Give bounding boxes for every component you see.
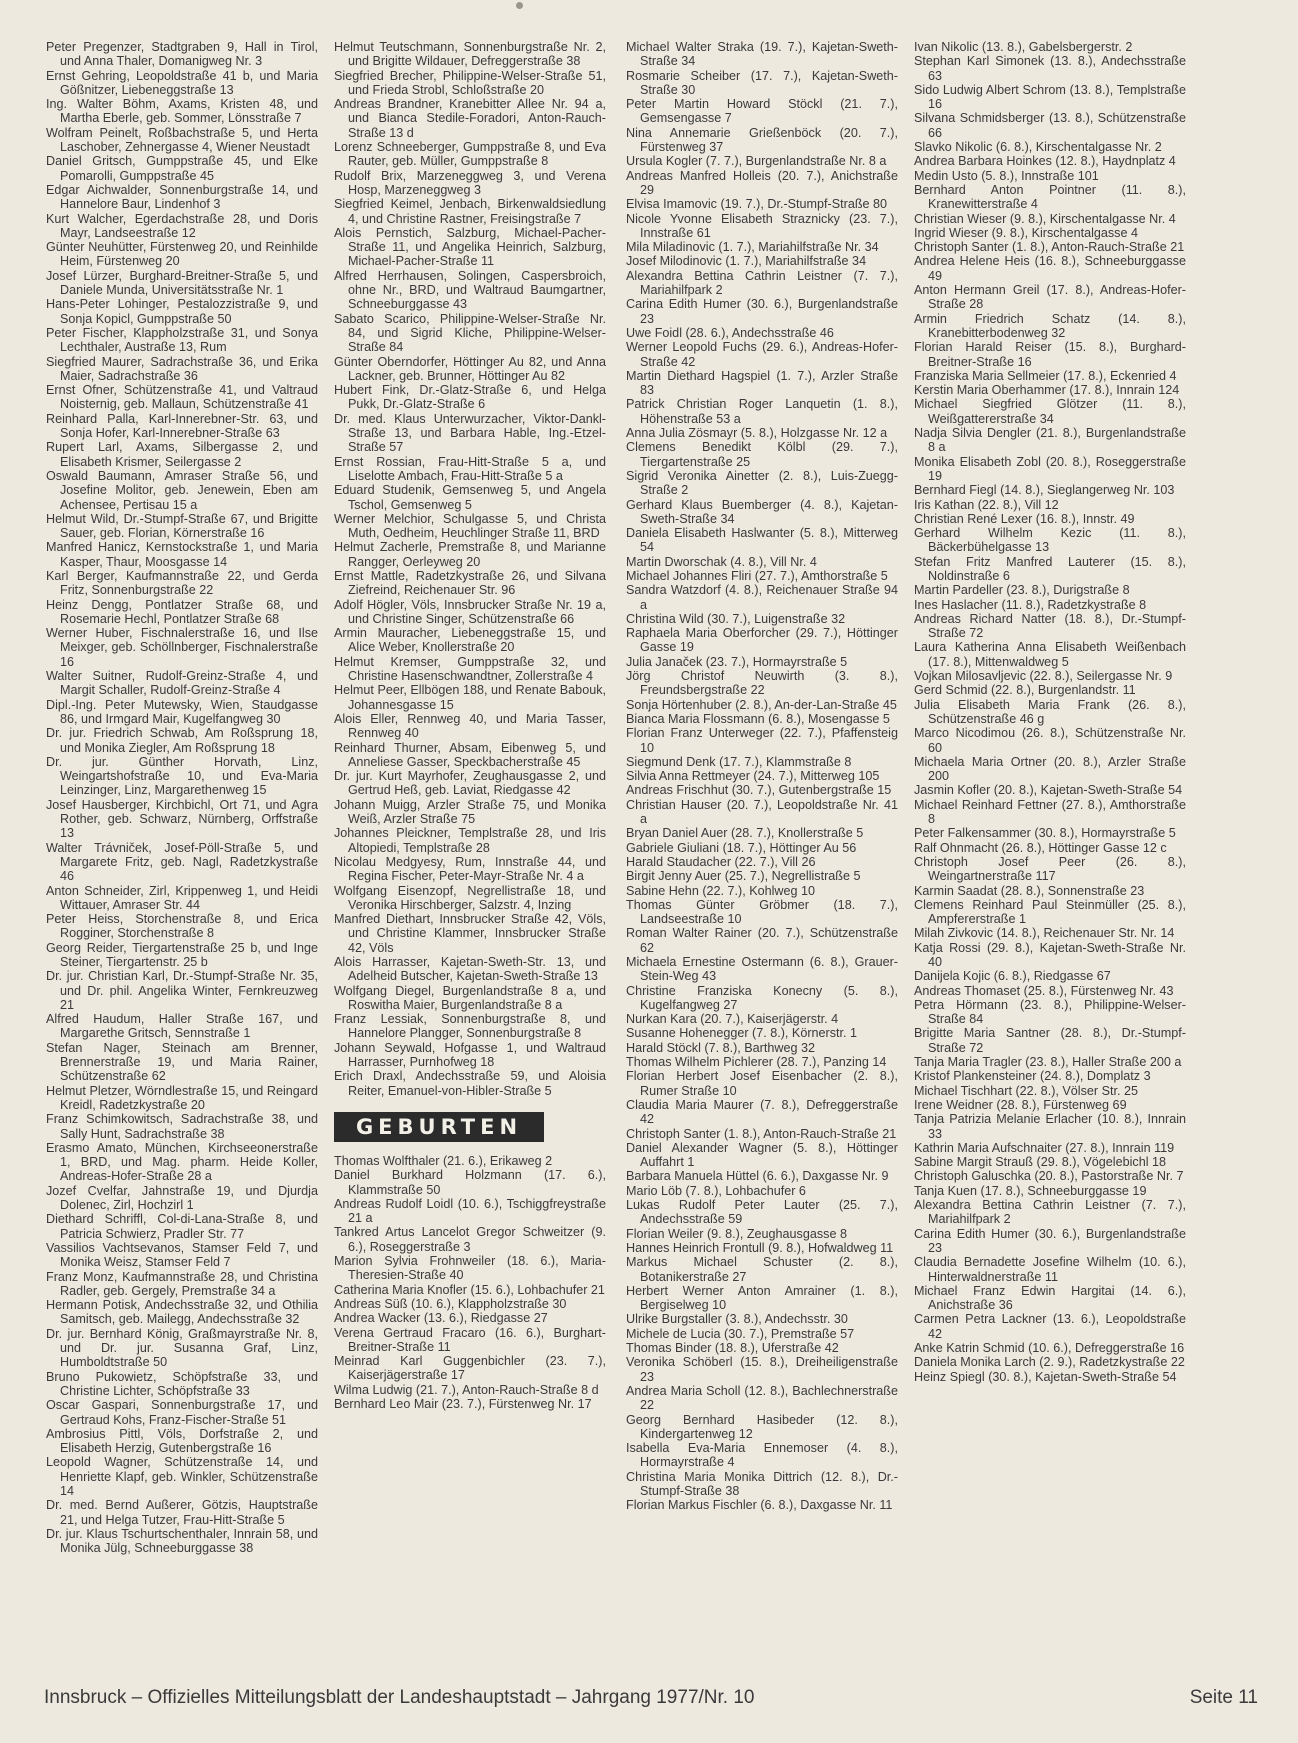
list-item: Thomas Binder (18. 8.), Uferstraße 42 xyxy=(626,1341,839,1356)
list-item: Helmut Peer, Ellbögen 188, und Renate Babouk, Johannesgasse 15 xyxy=(334,683,606,712)
list-item: Thomas Wolfthaler (21. 6.), Erikaweg 2 xyxy=(334,1153,553,1168)
list-item: Josef Hausberger, Kirchbichl, Ort 71, und Agra Rother, geb. Schwarz, Nürnberg, Orffstraße 13 xyxy=(46,797,318,841)
list-item: Tanja Patrizia Melanie Erlacher (10. 8.), Innrain 33 xyxy=(914,1112,1186,1141)
list-item: Alois Eller, Rennweg 40, und Maria Tasser, Rennweg 40 xyxy=(334,711,606,741)
list-item: Reinhard Palla, Karl-Innerebner-Str. 63, und Sonja Hofer, Karl-Innerebner-Straße 63 xyxy=(46,411,318,441)
list-item: Harald Stöckl (7. 8.), Barthweg 32 xyxy=(626,1040,815,1055)
list-item: Nadja Silvia Dengler (21. 8.), Burgenlandstraße 8 a xyxy=(914,426,1186,455)
list-item: Sido Ludwig Albert Schrom (13. 8.), Templstraße 16 xyxy=(914,82,1186,112)
list-item: Dr. jur. Kurt Mayrhofer, Zeughausgasse 2, und Gertrud Heß, geb. Laviat, Riedgasse 42 xyxy=(334,769,606,798)
list-item: Adolf Högler, Völs, Innsbrucker Straße Nr. 19 a, und Christine Singer, Schützenstraße 66 xyxy=(334,597,606,626)
list-item: Hubert Fink, Dr.-Glatz-Straße 6, und Helga Pukk, Dr.-Glatz-Straße 6 xyxy=(334,383,606,412)
list-item: Medin Usto (5. 8.), Innstraße 101 xyxy=(914,168,1099,183)
list-item: Leopold Wagner, Schützenstraße 14, und Henriette Klapf, geb. Winkler, Schützenstraße 14 xyxy=(46,1455,318,1498)
list-item: Christian Wieser (9. 8.), Kirschentalgasse Nr. 4 xyxy=(914,211,1176,226)
list-item: Heinz Spiegl (30. 8.), Kajetan-Sweth-Straße 54 xyxy=(914,1369,1177,1384)
list-item: Siegmund Denk (17. 7.), Klammstraße 8 xyxy=(626,754,852,769)
list-item: Franz Monz, Kaufmannstraße 28, und Christina Radler, geb. Gergely, Premstraße 34 a xyxy=(46,1269,318,1298)
list-item: Christoph Galuschka (20. 8.), Pastorstraße Nr. 7 xyxy=(914,1169,1184,1184)
list-item: Christian Hauser (20. 7.), Leopoldstraße Nr. 41 a xyxy=(626,797,898,827)
list-item: Andrea Helene Heis (16. 8.), Schneeburggasse 49 xyxy=(914,254,1186,283)
list-item: Andrea Wacker (13. 6.), Riedgasse 27 xyxy=(334,1311,548,1326)
list-item: Dr. jur. Friedrich Schwab, Am Roßsprung 18, und Monika Ziegler, Am Roßsprung 18 xyxy=(46,726,318,755)
list-item: Franziska Maria Sellmeier (17. 8.), Eckenried 4 xyxy=(914,368,1177,383)
list-item: Sandra Watzdorf (4. 8.), Reichenauer Straße 94 a xyxy=(626,583,898,612)
list-item: Clemens Reinhard Paul Steinmüller (25. 8.), Ampfererstraße 1 xyxy=(914,897,1186,927)
list-item: Gerd Schmid (22. 8.), Burgenlandstr. 11 xyxy=(914,683,1136,698)
list-item: Alexandra Bettina Cathrin Leistner (7. 7.), Mariahilfpark 2 xyxy=(626,268,898,298)
list-item: Nicole Yvonne Elisabeth Straznicky (23. 7.), Innstraße 61 xyxy=(626,211,898,240)
list-item: Marco Nicodimou (26. 8.), Schützenstraße Nr. 60 xyxy=(914,726,1186,755)
list-item: Anke Katrin Schmid (10. 6.), Defreggerstraße 16 xyxy=(914,1341,1185,1356)
list-item: Andreas Rudolf Loidl (10. 6.), Tschiggfreystraße 21 a xyxy=(334,1196,606,1226)
list-item: Gerhard Klaus Buemberger (4. 8.), Kajetan-Sweth-Straße 34 xyxy=(626,497,898,526)
list-item: Dr. jur. Christian Karl, Dr.-Stumpf-Straße Nr. 35, und Dr. phil. Angelika Winter, Fernkreuzweg 21 xyxy=(46,969,318,1012)
list-item: Mila Miladinovic (1. 7.), Mariahilfstraße Nr. 34 xyxy=(626,240,879,255)
list-item: Bernhard Anton Pointner (11. 8.), Kranewitterstraße 4 xyxy=(914,182,1186,212)
list-item: Kristof Plankensteiner (24. 8.), Domplatz 3 xyxy=(914,1069,1151,1084)
list-item: Josef Milodinovic (1. 7.), Mariahilfstraße 34 xyxy=(626,254,867,269)
list-item: Siegfried Brecher, Philippine-Welser-Straße 51, und Frieda Strobl, Schloßstraße 20 xyxy=(334,68,606,97)
list-item: Walter Trávniček, Josef-Pöll-Straße 5, und Margarete Fritz, geb. Nagl, Radetzkystraße 46 xyxy=(46,840,318,884)
list-item: Christina Maria Monika Dittrich (12. 8.), Dr.-Stumpf-Straße 38 xyxy=(626,1469,898,1498)
list-item: Michael Siegfried Glötzer (11. 8.), Weißgattererstraße 34 xyxy=(914,397,1186,426)
list-item: Stefan Fritz Manfred Lauterer (15. 8.), Noldinstraße 6 xyxy=(914,554,1186,583)
list-item: Andrea Maria Scholl (12. 8.), Bachlechnerstraße 22 xyxy=(626,1383,898,1413)
list-item: Thomas Günter Gröbmer (18. 7.), Landseestraße 10 xyxy=(626,897,898,927)
list-item: Lorenz Schneeberger, Gumppstraße 8, und Eva Rauter, geb. Müller, Gumppstraße 8 xyxy=(334,140,606,169)
list-item: Nurkan Kara (20. 7.), Kaiserjägerstr. 4 xyxy=(626,1012,839,1027)
list-item: Iris Kathan (22. 8.), Vill 12 xyxy=(914,497,1059,512)
list-item: Ingrid Wieser (9. 8.), Kirschentalgasse 4 xyxy=(914,225,1138,240)
list-item: Rupert Larl, Axams, Silbergasse 2, und Elisabeth Krismer, Seilergasse 2 xyxy=(46,440,318,469)
list-item: Raphaela Maria Oberforcher (29. 7.), Höttinger Gasse 19 xyxy=(626,626,898,655)
list-item: Birgit Jenny Auer (25. 7.), Negrellistraße 5 xyxy=(626,869,861,884)
list-item: Ralf Ohnmacht (26. 8.), Höttinger Gasse 12 c xyxy=(914,840,1167,855)
list-item: Erich Draxl, Andechsstraße 59, und Aloisia Reiter, Emanuel-von-Hibler-Straße 5 xyxy=(334,1069,606,1098)
list-item: Anton Schneider, Zirl, Krippenweg 1, und Heidi Wittauer, Amraser Str. 44 xyxy=(46,883,318,912)
list-item: Ulrike Burgstaller (3. 8.), Andechsstr. 30 xyxy=(626,1312,848,1327)
list-item: Johannes Pleickner, Templstraße 28, und Iris Altopiedi, Templstraße 28 xyxy=(334,826,606,855)
list-item: Sabine Margit Strauß (29. 8.), Vögelebichl 18 xyxy=(914,1155,1167,1170)
list-item: Peter Falkensammer (30. 8.), Hormayrstraße 5 xyxy=(914,826,1176,841)
list-item: Werner Leopold Fuchs (29. 6.), Andreas-Hofer-Straße 42 xyxy=(626,340,898,369)
list-item: Andreas Brandner, Kranebitter Allee Nr. 94 a, und Bianca Stedile-Foradori, Anton-Rauch-Straße 13 d xyxy=(334,97,606,140)
list-item: Alfred Haudum, Haller Straße 167, und Margarethe Gritsch, Sennstraße 1 xyxy=(46,1012,318,1041)
list-item: Josef Lürzer, Burghard-Breitner-Straße 5, und Daniele Munda, Universitätsstraße Nr. 1 xyxy=(46,268,318,298)
list-item: Reinhard Thurner, Absam, Eibenweg 5, und Anneliese Gasser, Speckbacherstraße 45 xyxy=(334,740,606,769)
list-item: Helmut Kremser, Gumppstraße 32, und Christine Hasenschwandtner, Zollerstraße 4 xyxy=(334,654,606,684)
list-item: Tankred Artus Lancelot Gregor Schweitzer (9. 6.), Roseggerstraße 3 xyxy=(334,1225,606,1254)
list-item: Dr. jur. Günther Horvath, Linz, Weingartshofstraße 10, und Eva-Maria Leinzinger, Linz, Margarethenweg 15 xyxy=(46,754,318,798)
list-item: Christoph Josef Peer (26. 8.), Weingartnerstraße 117 xyxy=(914,854,1186,884)
list-item: Lukas Rudolf Peter Lauter (25. 7.), Andechsstraße 59 xyxy=(626,1198,898,1227)
list-item: Julia Janaček (23. 7.), Hormayrstraße 5 xyxy=(626,654,848,669)
list-item: Ines Haslacher (11. 8.), Radetzkystraße 8 xyxy=(914,597,1147,612)
list-item: Tanja Maria Tragler (23. 8.), Haller Straße 200 a xyxy=(914,1055,1182,1070)
list-item: Heinz Dengg, Pontlatzer Straße 68, und Rosemarie Hechl, Pontlatzer Straße 68 xyxy=(46,597,318,626)
section-heading-births: GEBURTEN xyxy=(334,1112,544,1142)
list-item: Alois Harrasser, Kajetan-Sweth-Str. 13, und Adelheid Butscher, Kajetan-Sweth-Straße 13 xyxy=(334,955,606,984)
list-item: Martin Pardeller (23. 8.), Durigstraße 8 xyxy=(914,583,1130,598)
list-item: Veronika Schöberl (15. 8.), Dreiheiligenstraße 23 xyxy=(626,1355,898,1384)
list-item: Ernst Gehring, Leopoldstraße 41 b, und Maria Gößnitzer, Liebeneggstraße 13 xyxy=(46,68,318,97)
list-item: Christina Wild (30. 7.), Luigenstraße 32 xyxy=(626,611,846,626)
list-item: Oswald Baumann, Amraser Straße 56, und Josefine Molitor, geb. Jenewein, Eben am Achensee, Pertisau 15 a xyxy=(46,468,318,512)
list-item: Verena Gertraud Fracaro (16. 6.), Burghart-Breitner-Straße 11 xyxy=(334,1325,606,1354)
list-item: Herbert Werner Anton Amrainer (1. 8.), Bergiselweg 10 xyxy=(626,1283,898,1313)
list-item: Armin Mauracher, Liebeneggstraße 15, und Alice Weber, Knollerstraße 20 xyxy=(334,626,606,655)
list-item: Franz Schimkowitsch, Sadrachstraße 38, und Sally Hunt, Sadrachstraße 38 xyxy=(46,1112,318,1141)
list-item: Claudia Bernadette Josefine Wilhelm (10. 6.), Hinterwaldnerstraße 11 xyxy=(914,1255,1186,1284)
list-item: Sabine Hehn (22. 7.), Kohlweg 10 xyxy=(626,883,816,898)
list-item: Günter Oberndorfer, Höttinger Au 82, und Anna Lackner, geb. Brunner, Höttinger Au 82 xyxy=(334,354,606,383)
list-item: Florian Harald Reiser (15. 8.), Burghard-Breitner-Straße 16 xyxy=(914,340,1186,369)
list-item: Harald Staudacher (22. 7.), Vill 26 xyxy=(626,854,816,869)
list-item: Daniel Burkhard Holzmann (17. 6.), Klammstraße 50 xyxy=(334,1168,606,1197)
list-item: Danijela Kojic (6. 8.), Riedgasse 67 xyxy=(914,969,1111,984)
list-item: Michael Reinhard Fettner (27. 8.), Amthorstraße 8 xyxy=(914,797,1186,827)
list-item: Alois Pernstich, Salzburg, Michael-Pacher-Straße 11, und Angelika Heinrich, Salzburg, Michael-Pacher-Straße 11 xyxy=(334,225,606,269)
list-item: Ing. Walter Böhm, Axams, Kristen 48, und Martha Eberle, geb. Sommer, Lönsstraße 7 xyxy=(46,97,318,126)
list-item: Edgar Aichwalder, Sonnenburgstraße 14, und Hannelore Baur, Lindenhof 3 xyxy=(46,182,318,212)
list-item: Irene Weidner (28. 8.), Fürstenweg 69 xyxy=(914,1097,1127,1112)
list-item: Susanne Hohenegger (7. 8.), Körnerstr. 1 xyxy=(626,1026,858,1041)
list-item: Gerhard Wilhelm Kezic (11. 8.), Bäckerbühelgasse 13 xyxy=(914,526,1186,555)
list-item: Georg Reider, Tiergartenstraße 25 b, und Inge Steiner, Tiergartenstr. 25 b xyxy=(46,940,318,969)
list-item: Florian Markus Fischler (6. 8.), Daxgasse Nr. 11 xyxy=(626,1498,893,1513)
list-item: Clemens Benedikt Kölbl (29. 7.), Tiergartenstraße 25 xyxy=(626,440,898,469)
list-item: Laura Katherina Anna Elisabeth Weißenbach (17. 8.), Mittenwaldweg 5 xyxy=(914,640,1186,669)
list-item: Ernst Ofner, Schützenstraße 41, und Valtraud Noisternig, geb. Mallaun, Schützenstraße 41 xyxy=(46,383,318,412)
list-item: Ambrosius Pittl, Völs, Dorfstraße 2, und Elisabeth Herzig, Gutenbergstraße 16 xyxy=(46,1426,318,1456)
list-item: Elvisa Imamovic (19. 7.), Dr.-Stumpf-Straße 80 xyxy=(626,197,888,212)
list-item: Meinrad Karl Guggenbichler (23. 7.), Kaiserjägerstraße 17 xyxy=(334,1354,606,1383)
footer-page-number: Seite 11 xyxy=(1189,1687,1258,1708)
column-3-births xyxy=(626,40,898,1513)
column-2-marriages xyxy=(334,40,606,1098)
list-item: Michaela Ernestine Ostermann (6. 8.), Grauer-Stein-Weg 43 xyxy=(626,955,898,984)
list-item: Thomas Wilhelm Pichlerer (28. 7.), Panzing 14 xyxy=(626,1055,887,1070)
list-item: Stephan Karl Simonek (13. 8.), Andechsstraße 63 xyxy=(914,54,1186,83)
list-item: Helmut Teutschmann, Sonnenburgstraße Nr. 2, und Brigitte Wildauer, Defreggerstraße 38 xyxy=(334,40,606,69)
list-item: Bruno Pukowietz, Schöpfstraße 33, und Christine Lichter, Schöpfstraße 33 xyxy=(46,1369,318,1398)
list-item: Michaela Maria Ortner (20. 8.), Arzler Straße 200 xyxy=(914,754,1186,784)
list-item: Silvana Schmidsberger (13. 8.), Schützenstraße 66 xyxy=(914,111,1186,140)
list-item: Uwe Foidl (28. 6.), Andechsstraße 46 xyxy=(626,325,834,340)
list-item: Martin Diethard Hagspiel (1. 7.), Arzler Straße 83 xyxy=(626,368,898,398)
list-item: Monika Elisabeth Zobl (20. 8.), Roseggerstraße 19 xyxy=(914,454,1186,483)
list-item: Barbara Manuela Hüttel (6. 6.), Daxgasse Nr. 9 xyxy=(626,1169,889,1184)
list-item: Catherina Maria Knofler (15. 6.), Lohbachufer 21 xyxy=(334,1282,605,1297)
list-item: Christine Franziska Konecny (5. 8.), Kugelfangweg 27 xyxy=(626,983,898,1012)
list-item: Sabato Scarico, Philippine-Welser-Straße Nr. 84, und Sigrid Kliche, Philippine-Welser-Straße 84 xyxy=(334,311,606,355)
list-item: Brigitte Maria Santner (28. 8.), Dr.-Stumpf-Straße 72 xyxy=(914,1026,1186,1055)
list-item: Hermann Potisk, Andechsstraße 32, und Othilia Samitsch, geb. Mailegg, Andechsstraße 32 xyxy=(46,1298,318,1327)
list-item: Markus Michael Schuster (2. 8.), Botanikerstraße 27 xyxy=(626,1255,898,1284)
list-item: Manfred Diethart, Innsbrucker Straße 42, Völs, und Christine Klammer, Innsbrucker Straße 42, Völs xyxy=(334,912,606,955)
list-item: Marion Sylvia Frohnweiler (18. 6.), Maria-Theresien-Straße 40 xyxy=(334,1254,606,1283)
list-item: Sonja Hörtenhuber (2. 8.), An-der-Lan-Straße 45 xyxy=(626,697,897,712)
list-item: Helmut Pletzer, Wörndlestraße 15, und Reingard Kreidl, Radetzkystraße 20 xyxy=(46,1083,318,1112)
column-1-marriages xyxy=(46,40,318,1555)
list-item: Vassilios Vachtsevanos, Stamser Feld 7, und Monika Weisz, Stamser Feld 7 xyxy=(46,1240,318,1270)
list-item: Wilma Ludwig (21. 7.), Anton-Rauch-Straße 8 d xyxy=(334,1382,599,1397)
list-item: Christoph Santer (1. 8.), Anton-Rauch-Straße 21 xyxy=(914,240,1185,255)
list-item: Wolfgang Eisenzopf, Negrellistraße 18, und Veronika Hirschberger, Salzstr. 4, Inzing xyxy=(334,883,606,912)
list-item: Isabella Eva-Maria Ennemoser (4. 8.), Hormayrstraße 4 xyxy=(626,1441,898,1470)
list-item: Nina Annemarie Grießenböck (20. 7.), Fürstenweg 37 xyxy=(626,125,898,155)
list-item: Florian Herbert Josef Eisenbacher (2. 8.), Rumer Straße 10 xyxy=(626,1069,898,1098)
list-item: Johann Seywald, Hofgasse 1, und Waltraud Harrasser, Purnhofweg 18 xyxy=(334,1040,606,1070)
list-item: Nicolau Medgyesy, Rum, Innstraße 44, und Regina Fischer, Peter-Mayr-Straße Nr. 4 a xyxy=(334,854,606,884)
list-item: Jörg Christof Neuwirth (3. 8.), Freundsbergstraße 22 xyxy=(626,669,898,698)
list-item: Kurt Walcher, Egerdachstraße 28, und Doris Mayr, Landseestraße 12 xyxy=(46,211,318,240)
list-item: Julia Elisabeth Maria Frank (26. 8.), Schützenstraße 46 g xyxy=(914,697,1186,726)
list-item: Martin Dworschak (4. 8.), Vill Nr. 4 xyxy=(626,554,817,569)
list-item: Daniel Alexander Wagner (5. 8.), Höttinger Auffahrt 1 xyxy=(626,1140,898,1170)
list-item: Dr. jur. Bernhard König, Graßmayrstraße Nr. 8, und Dr. jur. Susanna Graf, Linz, Humboldtstraße 50 xyxy=(46,1326,318,1370)
list-item: Peter Heiss, Storchenstraße 8, und Erica Rogginer, Storchenstraße 8 xyxy=(46,912,318,941)
list-item: Anton Hermann Greil (17. 8.), Andreas-Hofer-Straße 28 xyxy=(914,283,1186,312)
list-item: Ivan Nikolic (13. 8.), Gabelsbergerstr. 2 xyxy=(914,40,1133,54)
list-item: Patrick Christian Roger Lanquetin (1. 8.), Höhenstraße 53 a xyxy=(626,397,898,426)
list-item: Bernhard Fiegl (14. 8.), Sieglangerweg Nr. 103 xyxy=(914,483,1175,498)
list-item: Johann Muigg, Arzler Straße 75, und Monika Weiß, Arzler Straße 75 xyxy=(334,797,606,827)
list-item: Andreas Süß (10. 6.), Klappholzstraße 30 xyxy=(334,1296,567,1311)
list-item: Jozef Cvelfar, Jahnstraße 19, und Djurdja Dolenec, Zirl, Hochzirl 1 xyxy=(46,1183,318,1213)
list-item: Carina Edith Humer (30. 6.), Burgenlandstraße 23 xyxy=(914,1226,1186,1255)
list-item: Dr. med. Bernd Außerer, Götzis, Hauptstraße 21, und Helga Tutzer, Frau-Hitt-Straße 5 xyxy=(46,1498,318,1527)
list-item: Petra Hörmann (23. 8.), Philippine-Welser-Straße 84 xyxy=(914,997,1186,1027)
list-item: Carmen Petra Lackner (13. 6.), Leopoldstraße 42 xyxy=(914,1312,1186,1341)
list-item: Stefan Nager, Steinach am Brenner, Brennerstraße 19, und Maria Rainer, Schützenstraße 62 xyxy=(46,1040,318,1084)
list-item: Jasmin Kofler (20. 8.), Kajetan-Sweth-Straße 54 xyxy=(914,783,1183,798)
list-item: Michele de Lucia (30. 7.), Premstraße 57 xyxy=(626,1326,855,1341)
list-item: Bryan Daniel Auer (28. 7.), Knollerstraße 5 xyxy=(626,826,864,841)
list-item: Dr. med. Klaus Unterwurzacher, Viktor-Dankl-Straße 13, und Barbara Hable, Ing.-Etzel-Straße 57 xyxy=(334,411,606,455)
list-item: Walter Suitner, Rudolf-Greinz-Straße 4, und Margit Schaller, Rudolf-Greinz-Straße 4 xyxy=(46,669,318,698)
list-item: Andreas Manfred Holleis (20. 7.), Anichstraße 29 xyxy=(626,168,898,197)
list-item: Michael Franz Edwin Hargitai (14. 6.), Anichstraße 36 xyxy=(914,1283,1186,1313)
list-item: Silvia Anna Rettmeyer (24. 7.), Mitterweg 105 xyxy=(626,769,880,784)
list-item: Hannes Heinrich Frontull (9. 8.), Hofwaldweg 11 xyxy=(626,1240,894,1255)
list-item: Bianca Maria Flossmann (6. 8.), Mosengasse 5 xyxy=(626,711,890,726)
list-item: Gabriele Giuliani (18. 7.), Höttinger Au 56 xyxy=(626,840,857,855)
list-item: Alfred Herrhausen, Solingen, Caspersbroich, ohne Nr., BRD, und Waltraud Baumgartner, Schneeburggasse 43 xyxy=(334,268,606,312)
list-item: Wolfram Peinelt, Roßbachstraße 5, und Herta Laschober, Zehnergasse 4, Wiener Neustadt xyxy=(46,125,318,155)
list-item: Sigrid Veronika Ainetter (2. 8.), Luis-Zuegg-Straße 2 xyxy=(626,468,898,498)
list-item: Helmut Zacherle, Premstraße 8, und Marianne Rangger, Oerleyweg 20 xyxy=(334,540,606,569)
footer-publication: Innsbruck – Offizielles Mitteilungsblatt der Landeshauptstadt – Jahrgang 1977/Nr. 10 xyxy=(44,1687,755,1708)
list-item: Daniela Monika Larch (2. 9.), Radetzkystraße 22 xyxy=(914,1355,1185,1370)
list-item: Ernst Rossian, Frau-Hitt-Straße 5 a, und Liselotte Ambach, Frau-Hitt-Straße 5 a xyxy=(334,454,606,483)
list-item: Florian Franz Unterweger (22. 7.), Pfaffensteig 10 xyxy=(626,726,898,755)
list-item: Kerstin Maria Oberhammer (17. 8.), Innrain 124 xyxy=(914,383,1180,398)
list-item: Diethard Schriffl, Col-di-Lana-Straße 8, und Patricia Schwierz, Pradler Str. 77 xyxy=(46,1212,318,1241)
list-item: Daniela Elisabeth Haslwanter (5. 8.), Mitterweg 54 xyxy=(626,526,898,555)
list-item: Milah Zivkovic (14. 8.), Reichenauer Str. Nr. 14 xyxy=(914,926,1175,941)
list-item: Eduard Studenik, Gemsenweg 5, und Angela Tschol, Gemsenweg 5 xyxy=(334,483,606,512)
list-item: Kathrin Maria Aufschnaiter (27. 8.), Innrain 119 xyxy=(914,1140,1175,1155)
list-item: Peter Fischer, Klappholzstraße 31, und Sonya Lechthaler, Austraße 13, Rum xyxy=(46,325,318,355)
list-item: Anna Julia Zösmayr (5. 8.), Holzgasse Nr. 12 a xyxy=(626,426,888,441)
list-item: Michael Walter Straka (19. 7.), Kajetan-Sweth-Straße 34 xyxy=(626,40,898,69)
list-item: Andrea Barbara Hoinkes (12. 8.), Haydnplatz 4 xyxy=(914,154,1176,169)
list-item: Manfred Hanicz, Kernstockstraße 1, und Maria Kasper, Thaur, Moosgasse 14 xyxy=(46,540,318,569)
list-item: Peter Martin Howard Stöckl (21. 7.), Gemsengasse 7 xyxy=(626,97,898,126)
list-item: Tanja Kuen (17. 8.), Schneeburggasse 19 xyxy=(914,1183,1147,1198)
list-item: Helmut Wild, Dr.-Stumpf-Straße 67, und Brigitte Sauer, geb. Florian, Körnerstraße 16 xyxy=(46,511,318,541)
list-item: Wolfgang Diegel, Burgenlandstraße 8 a, und Roswitha Maier, Burgenlandstraße 8 a xyxy=(334,983,606,1012)
list-item: Dipl.-Ing. Peter Mutewsky, Wien, Staudgasse 86, und Irmgard Mair, Kugelfangweg 30 xyxy=(46,697,318,726)
list-item: Katja Rossi (29. 8.), Kajetan-Sweth-Straße Nr. 40 xyxy=(914,940,1186,969)
list-item: Siegfried Keimel, Jenbach, Birkenwaldsiedlung 4, und Christine Rastner, Freisingstraße 7 xyxy=(334,197,606,226)
list-item: Carina Edith Humer (30. 6.), Burgenlandstraße 23 xyxy=(626,297,898,326)
list-item: Dr. jur. Klaus Tschurtschenthaler, Innrain 58, und Monika Jülg, Schneeburggasse 38 xyxy=(46,1526,318,1556)
list-item: Michael Tischhart (22. 8.), Völser Str. 25 xyxy=(914,1083,1138,1098)
list-item: Christoph Santer (1. 8.), Anton-Rauch-Straße 21 xyxy=(626,1126,897,1141)
list-item: Christian René Lexer (16. 8.), Innstr. 49 xyxy=(914,511,1135,526)
list-item: Armin Friedrich Schatz (14. 8.), Kranebitterbodenweg 32 xyxy=(914,311,1186,340)
list-item: Karmin Saadat (28. 8.), Sonnenstraße 23 xyxy=(914,883,1145,898)
list-item: Daniel Gritsch, Gumppstraße 45, und Elke Pomarolli, Gumppstraße 45 xyxy=(46,154,318,183)
list-item: Günter Neuhütter, Fürstenweg 20, und Reinhilde Heim, Fürstenweg 20 xyxy=(46,240,318,269)
list-item: Bernhard Leo Mair (23. 7.), Fürstenweg Nr. 17 xyxy=(334,1397,592,1412)
column-2 xyxy=(334,40,606,1411)
list-item: Florian Weiler (9. 8.), Zeughausgasse 8 xyxy=(626,1226,847,1241)
list-item: Rosmarie Scheiber (17. 7.), Kajetan-Sweth-Straße 30 xyxy=(626,68,898,97)
column-4-births xyxy=(914,40,1186,1384)
list-item: Georg Bernhard Hasibeder (12. 8.), Kindergartenweg 12 xyxy=(626,1412,898,1441)
list-item: Oscar Gaspari, Sonnenburgstraße 17, und Gertraud Kohs, Franz-Fischer-Straße 51 xyxy=(46,1398,318,1427)
list-item: Andreas Frischhut (30. 7.), Gutenbergstraße 15 xyxy=(626,783,892,798)
list-item: Karl Berger, Kaufmannstraße 22, und Gerda Fritz, Sonnenburgstraße 22 xyxy=(46,568,318,598)
list-item: Roman Walter Rainer (20. 7.), Schützenstraße 62 xyxy=(626,926,898,955)
list-item: Peter Pregenzer, Stadtgraben 9, Hall in Tirol, und Anna Thaler, Domanigweg Nr. 3 xyxy=(46,40,318,69)
list-item: Michael Johannes Fliri (27. 7.), Amthorstraße 5 xyxy=(626,568,888,583)
list-item: Siegfried Maurer, Sadrachstraße 36, und Erika Maier, Sadrachstraße 36 xyxy=(46,354,318,383)
list-item: Vojkan Milosavljevic (22. 8.), Seilergasse Nr. 9 xyxy=(914,669,1173,684)
punch-hole xyxy=(516,2,523,9)
list-item: Claudia Maria Maurer (7. 8.), Defreggerstraße 42 xyxy=(626,1097,898,1127)
column-2-births xyxy=(334,1154,606,1411)
list-item: Erasmo Amato, München, Kirchseeonerstraße 1, BRD, und Mag. pharm. Heide Koller, Andreas-Hofer-Straße 28 a xyxy=(46,1140,318,1184)
list-item: Werner Melchior, Schulgasse 5, und Christa Muth, Oedheim, Heuchlinger Straße 11, BRD xyxy=(334,511,606,541)
list-item: Ursula Kogler (7. 7.), Burgenlandstraße Nr. 8 a xyxy=(626,154,887,169)
list-item: Slavko Nikolic (6. 8.), Kirschentalgasse Nr. 2 xyxy=(914,140,1162,155)
list-item: Alexandra Bettina Cathrin Leistner (7. 7.), Mariahilfpark 2 xyxy=(914,1198,1186,1227)
list-item: Rudolf Brix, Marzeneggweg 3, und Verena Hosp, Marzeneggweg 3 xyxy=(334,168,606,197)
list-item: Andreas Thomaset (25. 8.), Fürstenweg Nr. 43 xyxy=(914,983,1174,998)
list-item: Andreas Richard Natter (18. 8.), Dr.-Stumpf-Straße 72 xyxy=(914,611,1186,641)
list-item: Franz Lessiak, Sonnenburgstraße 8, und Hannelore Plangger, Sonnenburgstraße 8 xyxy=(334,1012,606,1041)
list-item: Mario Löb (7. 8.), Lohbachufer 6 xyxy=(626,1183,806,1198)
list-item: Ernst Mattle, Radetzkystraße 26, und Silvana Ziefreind, Reichenauer Str. 96 xyxy=(334,568,606,598)
list-item: Hans-Peter Lohinger, Pestalozzistraße 9, und Sonja Kopicl, Gumppstraße 50 xyxy=(46,297,318,326)
list-item: Werner Huber, Fischnalerstraße 16, und Ilse Meixger, geb. Schöllnberger, Fischnalerstraße 16 xyxy=(46,626,318,669)
